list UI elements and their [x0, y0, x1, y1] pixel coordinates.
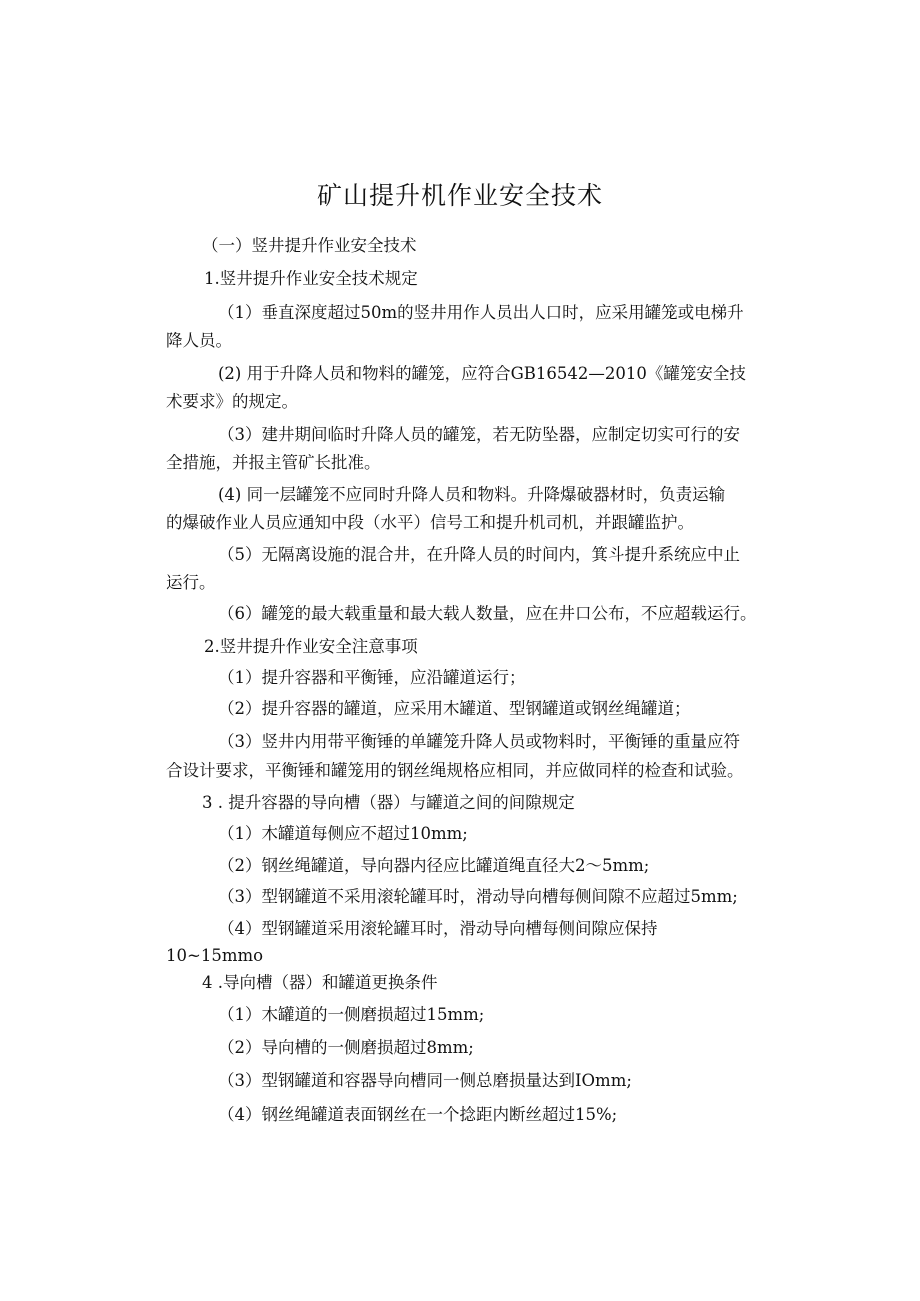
paragraph-line: （3）型钢罐道和容器导向槽同一侧总磨损量达到IOmm;	[218, 1071, 632, 1090]
subsection-heading: 4 .导向槽（器）和罐道更换条件	[202, 973, 438, 992]
paragraph-line: （1）垂直深度超过50m的竖井用作人员出人口时，应采用罐笼或电梯升	[218, 303, 744, 322]
paragraph-line: 全措施，并报主管矿长批准。	[166, 453, 381, 472]
paragraph-line: （4）钢丝绳罐道表面钢丝在一个捻距内断丝超过15%;	[218, 1105, 618, 1124]
paragraph-line: 术要求》的规定。	[166, 392, 298, 411]
paragraph-line: 合设计要求，平衡锤和罐笼用的钢丝绳规格应相同，并应做同样的检查和试验。	[166, 761, 744, 780]
paragraph-line: 运行。	[166, 573, 216, 592]
paragraph-line: (4) 同一层罐笼不应同时升降人员和物料。升降爆破器材时，负责运输	[218, 485, 726, 504]
paragraph-line: （3）建井期间临时升降人员的罐笼，若无防坠器，应制定切实可行的安	[218, 425, 740, 444]
paragraph-line: （1）提升容器和平衡锤，应沿罐道运行；	[218, 668, 526, 687]
paragraph-line: （2）导向槽的一侧磨损超过8mm;	[218, 1038, 474, 1057]
paragraph-line: (2) 用于升降人员和物料的罐笼，应符合GB16542—2010《罐笼安全技	[218, 364, 746, 383]
paragraph-line: （6）罐笼的最大载重量和最大载人数量，应在井口公布，不应超载运行。	[218, 604, 757, 623]
page-title: 矿山提升机作业安全技术	[316, 181, 603, 210]
section-heading: （一）竖井提升作业安全技术	[202, 236, 417, 255]
paragraph-line: （3）型钢罐道不采用滚轮罐耳时，滑动导向槽每侧间隙不应超过5mm;	[218, 887, 738, 906]
paragraph-line: 降人员。	[166, 331, 232, 350]
paragraph-line: （5）无隔离设施的混合井，在升降人员的时间内，箕斗提升系统应中止	[218, 545, 740, 564]
paragraph-line: 10~15mmo	[166, 946, 264, 965]
paragraph-line: （1）木罐道的一侧磨损超过15mm;	[218, 1005, 485, 1024]
paragraph-line: （2）钢丝绳罐道，导向器内径应比罐道绳直径大2〜5mm;	[218, 856, 650, 875]
subsection-heading: 2.竖井提升作业安全注意事项	[204, 637, 418, 656]
paragraph-line: （2）提升容器的罐道，应采用木罐道、型钢罐道或钢丝绳罐道；	[218, 699, 691, 718]
paragraph-line: 的爆破作业人员应通知中段（水平）信号工和提升机司机，并跟罐监护。	[166, 513, 694, 532]
paragraph-line: （1）木罐道每侧应不超过10mm;	[218, 824, 468, 843]
subsection-heading: 3 . 提升容器的导向槽（器）与罐道之间的间隙规定	[202, 793, 575, 812]
paragraph-line: （4）型钢罐道采用滚轮罐耳时，滑动导向槽每侧间隙应保持	[218, 919, 658, 938]
paragraph-line: （3）竖井内用带平衡锤的单罐笼升降人员或物料时，平衡锤的重量应符	[218, 732, 740, 751]
subsection-heading: 1.竖井提升作业安全技术规定	[204, 269, 418, 288]
